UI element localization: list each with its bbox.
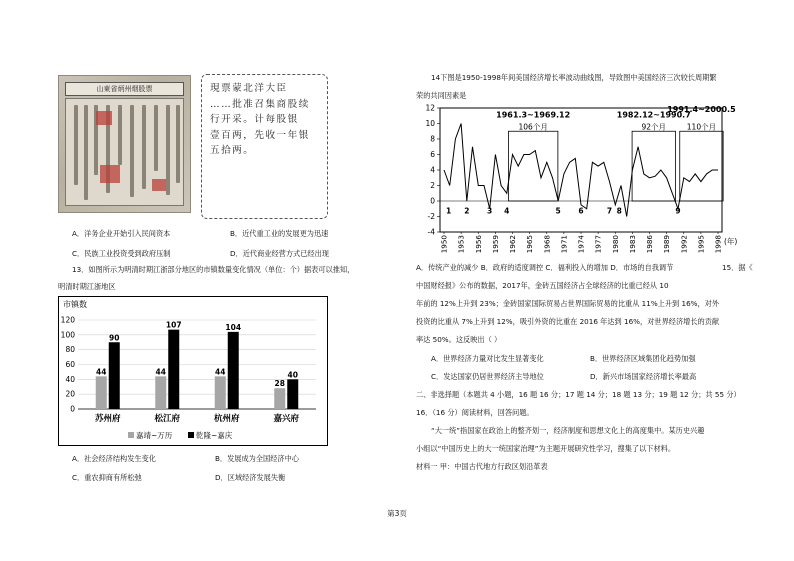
boom-period-label: 1961.3~1969.12 [496,110,571,120]
manuscript-excerpt [201,74,328,219]
q12-option-d: D．近代商业经营方式已经出现 [230,249,329,258]
q15-line4: 投资的比重从 7%上升到 12%，吸引外资的比重在 2016 年达到 16%，对世界经济增长的贡献 [416,317,720,326]
x-category-label: 杭州府 [213,414,240,424]
q15-line3: 年前的 12%上升到 23%；金砖国家国际贸易占世界国际贸易的比重从 11%上升到 16%，对外 [416,299,720,308]
x-tick-label: 1974 [576,235,586,254]
y-tick-label: 6 [430,150,435,159]
x-tick-label: 1986 [645,235,654,254]
x-tick-label: 1950 [439,235,449,254]
legend-swatch [188,432,194,438]
y-tick-label: 60 [65,360,75,369]
q13-option-d: D．区域经济发展失衡 [215,473,286,482]
q14-stem-line1: 14下图是1950-1998年间美国经济增长率波动曲线图，导致图中美国经济三次较长周期繁 [431,73,717,82]
y-axis-title: 市镇数 [63,300,87,309]
x-tick-label: 1965 [525,235,535,254]
manuscript-text: 現票蒙北洋大臣 ……批准召集商股续 行开采。计每股银 壹百两，先收一年银 五拾两。 [210,83,310,156]
q15-option-b: B．世界经济区域集团化趋势加强 [590,354,696,363]
q15-line2: 中国财经报》公布的数据，2017年，金砖五国经济占全球经济的比重已经从 10 [416,281,669,290]
y-tick-label: 2 [430,181,435,190]
x-category-label: 松江府 [154,414,181,424]
recession-number: 7 [606,206,613,216]
recession-number: 6 [578,206,584,216]
bar-嘉靖~万历 [155,376,166,409]
bar-嘉靖~万历 [274,388,285,409]
q16-paragraph-1: “大一统”指国家在政治上的整齐划一，经济制度和思想文化上的高度集中。某历史兴趣 [431,426,705,435]
y-tick-label: 8 [430,134,435,144]
bar-乾隆~嘉庆 [287,379,298,409]
data-label: 40 [287,370,298,380]
data-label: 104 [225,322,242,332]
x-tick-label: 1989 [662,235,672,254]
q12-option-b: B．近代重工业的发展更为迅速 [230,229,329,238]
y-tick-label: -2 [427,212,435,221]
page-number: 第3页 [387,509,407,518]
recession-number: 9 [675,206,681,216]
x-category-label: 嘉兴府 [273,414,300,424]
data-label: 44 [215,367,226,377]
x-tick-label: 1980 [610,235,620,254]
x-tick-label: 1968 [542,235,552,254]
q16-material-1: 材料一 甲：中国古代地方行政区划沿革表 [416,462,548,471]
data-label: 44 [96,367,107,377]
section-title: 二、非选择题（本题共 4 小题，16 题 16 分；17 题 14 分；18 题 13 分；19 题 12 分；共 55 分） [416,390,741,399]
y-tick-label: 4 [430,165,435,175]
bar-乾隆~嘉庆 [168,330,179,409]
x-axis-unit: (年) [724,237,738,246]
x-tick-label: 1959 [490,235,500,254]
town-count-bar-chart [58,296,328,446]
q12-option-a: A．洋务企业开始引入民间资本 [72,229,171,238]
bar-乾隆~嘉庆 [228,332,239,409]
boom-period-box [509,131,558,201]
x-tick-label: 1998 [713,235,723,254]
q13-option-b: B．发展成为全国经济中心 [215,454,299,463]
boom-months-label: 92个月 [641,122,667,132]
y-tick-label: 100 [60,330,75,340]
x-tick-label: 1971 [559,235,569,254]
x-tick-label: 1956 [473,235,483,254]
q15-stem-start: 15．据《 [722,263,753,272]
us-growth-line-chart [410,104,740,256]
legend-swatch [128,432,134,438]
y-tick-label: 0 [430,196,435,206]
legend-label: 乾隆~嘉庆 [196,431,233,440]
bar-嘉靖~万历 [96,376,107,409]
x-tick-label: 1995 [696,235,706,254]
q14-stem-line2: 荣的共同因素是 [416,91,467,100]
y-tick-label: 10 [425,119,435,128]
recession-number: 1 [445,206,452,216]
recession-number: 3 [487,206,493,216]
x-tick-label: 1992 [679,235,689,254]
y-tick-label: 20 [65,389,75,399]
data-label: 44 [155,367,166,377]
q13-stem-line2: 明清时期江浙地区 [58,282,116,291]
q15-option-a: A．世界经济力量对比发生显著变化 [431,354,544,363]
recession-number: 5 [555,206,561,216]
recession-number: 2 [464,206,470,216]
data-label: 90 [109,333,120,343]
stock-certificate-photo [58,75,191,213]
boom-period-label: 1991.4~2000.5 [667,104,736,114]
legend-label: 嘉靖~万历 [136,431,173,440]
q15-line5: 率达 50%。这反映出（ ） [416,335,502,344]
q14-options: A．传统产业的减少 B．政府的适度调控 C．福利投入的增加 D．市场的自我调节 [416,263,674,272]
boom-months-label: 110个月 [686,122,717,132]
bar-乾隆~嘉庆 [109,342,120,409]
q13-stem-line1: 13．如图所示为明清时期江浙部分地区的市镇数量变化情况（单位：个）据表可以推知， [72,265,355,274]
q12-option-c: C．民族工业投资受到政府压制 [72,249,171,258]
x-category-label: 苏州府 [94,414,121,424]
y-tick-label: -4 [427,227,435,237]
recession-number: 4 [504,206,510,216]
growth-rate-line [444,124,718,217]
boom-period-label: 1982.12~1990.7 [616,110,691,120]
x-tick-label: 1977 [593,235,603,254]
q16-paragraph-2: 小组以“中国历史上的大一统国家治理”为主题开展研究性学习，搜集了以下材料。 [416,444,676,453]
q13-option-a: A．社会经济结构发生变化 [72,454,156,463]
recession-number: 8 [616,206,622,216]
certificate-body [65,98,184,206]
data-label: 107 [165,320,182,330]
q15-option-d: D．新兴市场国家经济增长率最高 [590,372,697,381]
x-tick-label: 1953 [456,235,466,254]
x-tick-label: 1983 [627,235,637,254]
bar-嘉靖~万历 [215,376,226,409]
certificate-title: 山東省炳州烟股票 [65,82,184,96]
q16-heading: 16．（16 分）阅读材料，回答问题。 [416,408,534,417]
y-tick-label: 80 [65,345,75,355]
y-tick-label: 120 [60,315,75,325]
y-tick-label: 40 [65,374,75,384]
boom-months-label: 106个月 [518,122,548,132]
q13-option-c: C．重农抑商有所松弛 [72,473,142,482]
x-tick-label: 1962 [508,235,517,254]
y-tick-label: 0 [70,404,75,414]
q15-option-c: C．发达国家仍居世界经济主导地位 [431,372,544,381]
y-tick-label: 12 [425,104,435,113]
boom-period-box [680,131,723,201]
boom-period-box [632,131,675,201]
data-label: 28 [274,379,285,389]
